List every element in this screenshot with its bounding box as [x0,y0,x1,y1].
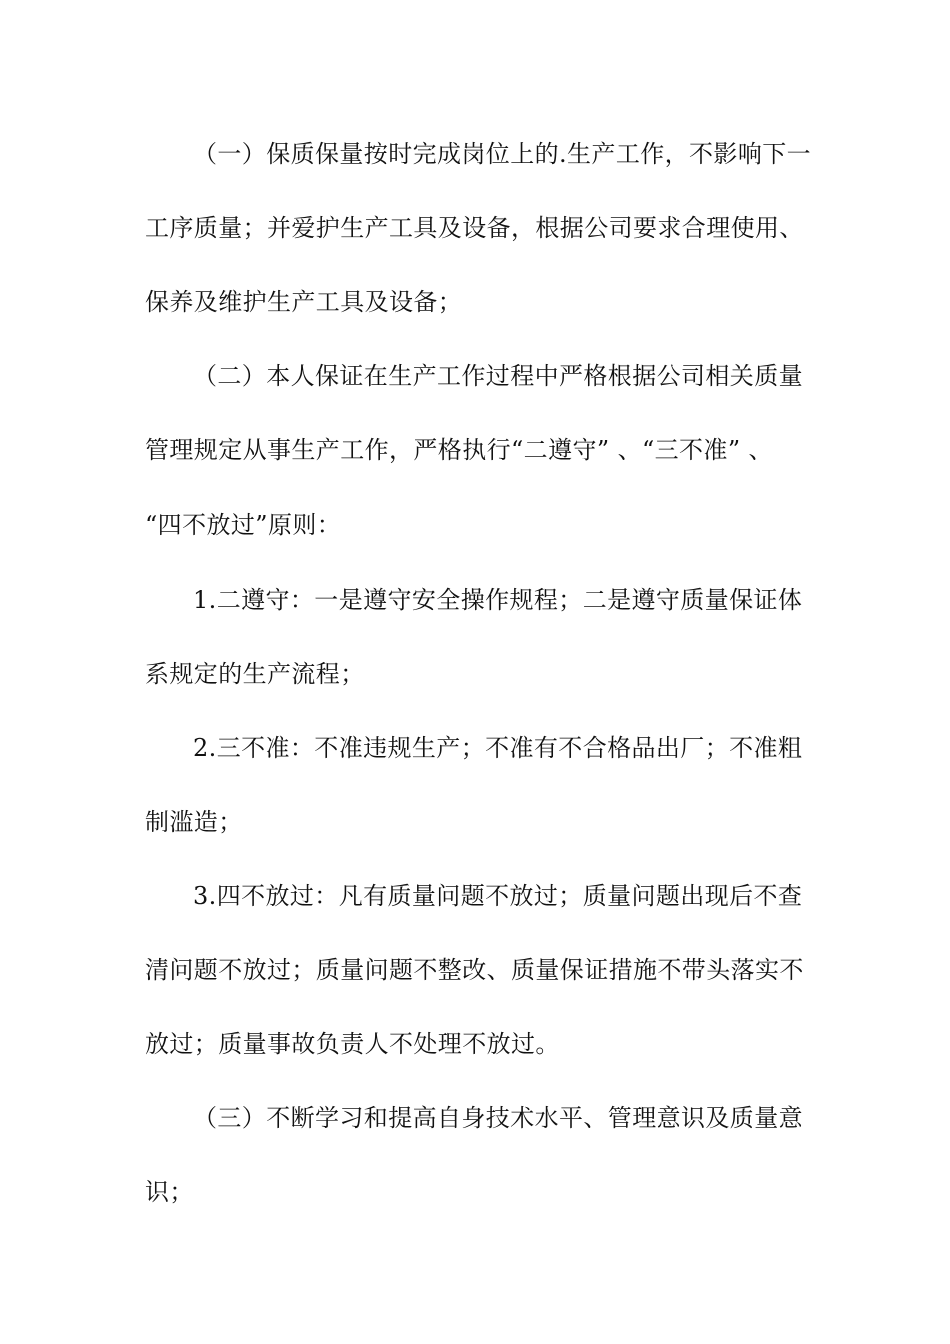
item-3-line-3: 放过；质量事故负责人不处理不放过。 [145,1030,560,1058]
paragraph-3-line-2: 识； [145,1178,194,1206]
item-2-line-2: 制滥造； [145,808,243,836]
item-2-line-1: 2.三不准：不准违规生产；不准有不合格品出厂；不准粗 [193,734,803,762]
paragraph-1-line-1: （一）保质保量按时完成岗位上的.生产工作，不影响下一 [193,140,812,168]
item-3-line-1: 3.四不放过：凡有质量问题不放过；质量问题出现后不查 [193,882,803,910]
paragraph-2-line-1: （二）本人保证在生产工作过程中严格根据公司相关质量 [193,362,803,390]
paragraph-2-line-2: 管理规定从事生产工作，严格执行“二遵守” 、“三不准” 、 [145,436,773,464]
paragraph-1-line-2: 工序质量；并爱护生产工具及设备，根据公司要求合理使用、 [145,214,804,242]
paragraph-2-line-3: “四不放过”原则： [145,511,342,539]
paragraph-3-line-1: （三）不断学习和提高自身技术水平、管理意识及质量意 [193,1104,803,1132]
item-1-line-1: 1.二遵守：一是遵守安全操作规程；二是遵守质量保证体 [193,586,803,614]
item-1-line-2: 系规定的生产流程； [145,660,365,688]
item-3-line-2: 清问题不放过；质量问题不整改、质量保证措施不带头落实不 [145,956,804,984]
paragraph-1-line-3: 保养及维护生产工具及设备； [145,288,463,316]
